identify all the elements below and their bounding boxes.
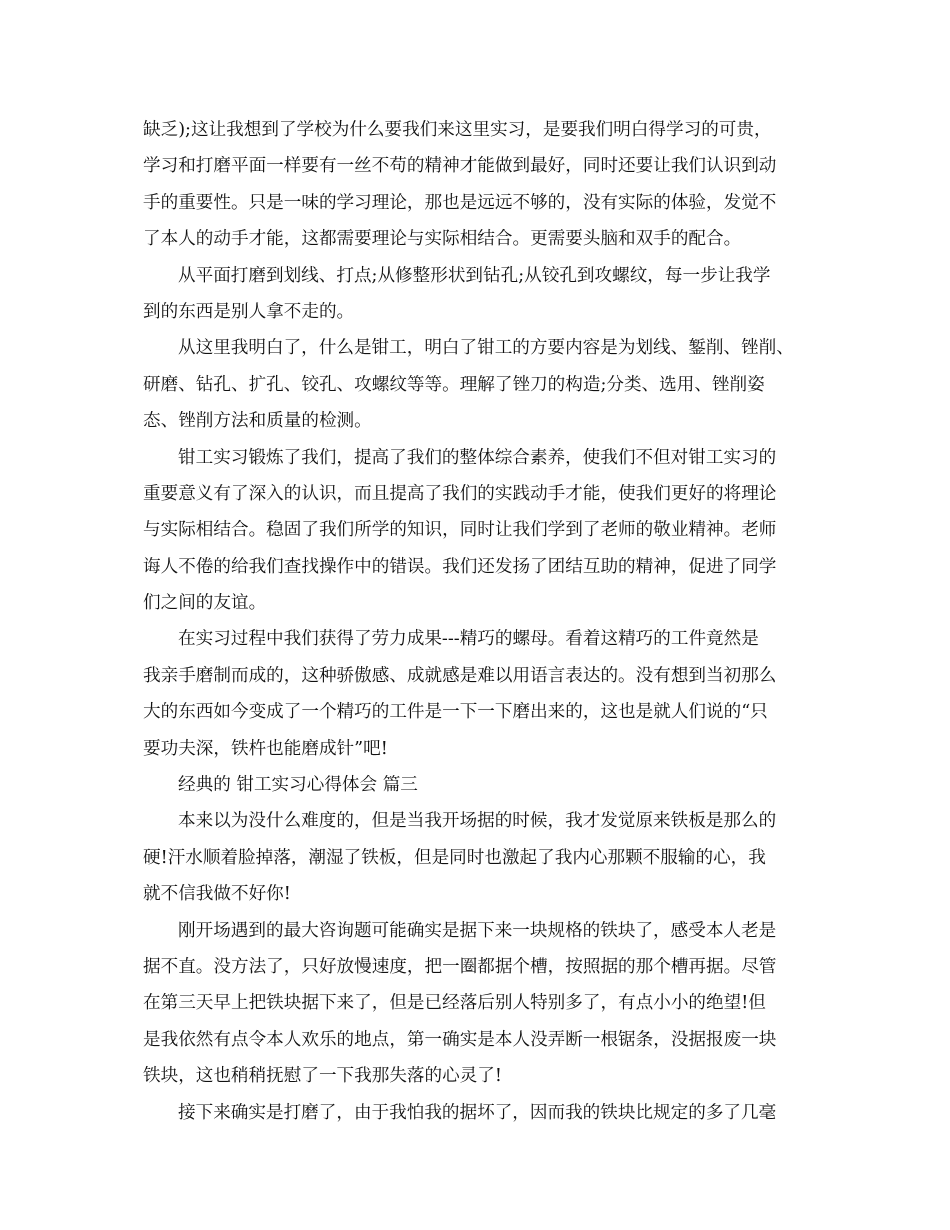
text-line: 学习和打磨平面一样要有一丝不苟的精神才能做到最好，同时还要让我们认识到动 xyxy=(143,156,777,177)
paragraph-first-line: 刚开场遇到的最大咨询题可能确实是据下来一块规格的铁块了，感受本人老是 xyxy=(178,920,777,941)
text-line: 手的重要性。只是一味的学习理论，那也是远远不够的，没有实际的体验，发觉不 xyxy=(143,192,777,213)
paragraph-first-line: 接下来确实是打磨了，由于我怕我的据坏了，因而我的铁块比规定的多了几毫 xyxy=(178,1102,777,1123)
section-heading: 经典的 钳工实习心得体会 篇三 xyxy=(178,775,418,796)
text-line: 据不直。没方法了，只好放慢速度，把一圈都据个槽，按照据的那个槽再据。尽管 xyxy=(143,956,777,977)
text-line: 研磨、钻孔、扩孔、铰孔、攻螺纹等等。理解了锉刀的构造;分类、选用、锉削姿 xyxy=(143,374,765,395)
paragraph-first-line: 从平面打磨到划线、打点;从修整形状到钻孔;从铰孔到攻螺纹，每一步让我学 xyxy=(178,265,771,286)
text-line: 就不信我做不好你! xyxy=(143,884,291,905)
text-line: 大的东西如今变成了一个精巧的工件是一下一下磨出来的，这也是就人们说的“只 xyxy=(143,702,768,723)
text-line: 在第三天早上把铁块据下来了，但是已经落后别人特别多了，有点小小的绝望!但 xyxy=(143,993,766,1014)
text-line: 们之间的友谊。 xyxy=(143,593,267,614)
text-line: 要功夫深，铁杵也能磨成针”吧! xyxy=(143,738,388,759)
text-line: 态、锉削方法和质量的检测。 xyxy=(143,411,372,432)
document-body xyxy=(143,112,823,1131)
text-line: 铁块，这也稍稍抚慰了一下我那失落的心灵了! xyxy=(143,1066,502,1087)
text-line: 与实际相结合。稳固了我们所学的知识，同时让我们学到了老师的敬业精神。老师 xyxy=(143,520,777,541)
paragraph-first-line: 在实习过程中我们获得了劳力成果---精巧的螺母。看着这精巧的工件竟然是 xyxy=(178,629,759,650)
paragraph-first-line: 从这里我明白了，什么是钳工，明白了钳工的方要内容是为划线、錾削、锉削、 xyxy=(178,338,794,359)
text-line: 了本人的动手才能，这都需要理论与实际相结合。更需要头脑和双手的配合。 xyxy=(143,229,742,250)
text-line: 我亲手磨制而成的，这种骄傲感、成就感是难以用语言表达的。没有想到当初那么 xyxy=(143,665,777,686)
text-line: 诲人不倦的给我们查找操作中的错误。我们还发扬了团结互助的精神，促进了同学 xyxy=(143,556,777,577)
text-line: 重要意义有了深入的认识，而且提高了我们的实践动手才能，使我们更好的将理论 xyxy=(143,483,777,504)
paragraph-first-line: 本来以为没什么难度的，但是当我开场据的时候，我才发觉原来铁板是那么的 xyxy=(178,811,777,832)
text-line: 硬!汗水顺着脸掉落，潮湿了铁板，但是同时也激起了我内心那颗不服输的心，我 xyxy=(143,847,766,868)
text-line: 到的东西是别人拿不走的。 xyxy=(143,301,355,322)
paragraph-first-line: 钳工实习锻炼了我们，提高了我们的整体综合素养，使我们不但对钳工实习的 xyxy=(178,447,777,468)
text-line: 是我依然有点令本人欢乐的地点，第一确实是本人没弄断一根锯条，没据报废一块 xyxy=(143,1029,777,1050)
text-line: 缺乏);这让我想到了学校为什么要我们来这里实习，是要我们明白得学习的可贵， xyxy=(143,120,772,140)
